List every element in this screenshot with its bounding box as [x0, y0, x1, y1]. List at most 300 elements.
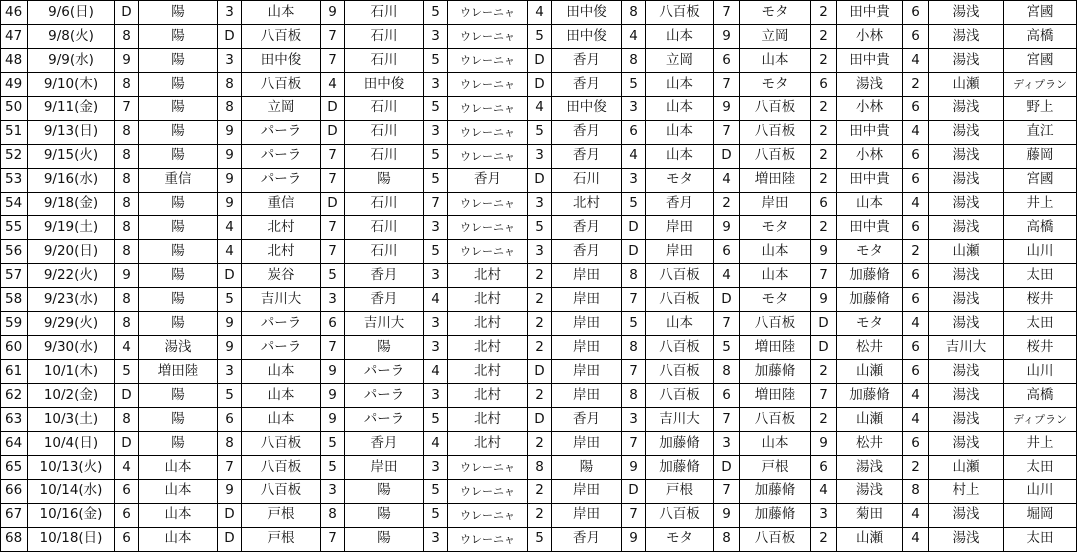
position-cell: 9 — [115, 48, 139, 72]
table-row — [1, 1, 1077, 25]
player-cell: パーラ — [242, 312, 321, 336]
position-cell: 8 — [218, 431, 242, 455]
position-cell: D — [321, 96, 345, 120]
position-cell: 7 — [714, 1, 740, 25]
position-cell: 9 — [811, 240, 837, 264]
player-cell: 湯浅 — [929, 527, 1004, 551]
date-cell: 10/18(日) — [28, 527, 115, 551]
table-row — [1, 527, 1077, 551]
pitcher-cell: 桜井 — [1004, 288, 1077, 312]
player-cell: 香月 — [552, 407, 622, 431]
position-cell: 4 — [424, 288, 448, 312]
position-cell: 8 — [622, 336, 646, 360]
player-cell: 湯浅 — [837, 72, 903, 96]
position-cell: 7 — [714, 479, 740, 503]
position-cell: D — [714, 288, 740, 312]
player-cell: モタ — [646, 168, 714, 192]
position-cell: 2 — [811, 1, 837, 25]
date-cell: 10/2(金) — [28, 384, 115, 408]
date-cell: 9/15(火) — [28, 144, 115, 168]
player-cell: 湯浅 — [929, 312, 1004, 336]
player-cell: パーラ — [242, 144, 321, 168]
table-row — [1, 48, 1077, 72]
player-cell: 北村 — [448, 360, 528, 384]
player-cell: 菊田 — [837, 503, 903, 527]
player-cell: 小林 — [837, 96, 903, 120]
player-cell: ウレーニャ — [448, 479, 528, 503]
position-cell: 6 — [903, 264, 929, 288]
player-cell: 田中貴 — [837, 48, 903, 72]
position-cell: 8 — [115, 240, 139, 264]
player-cell: ウレーニャ — [448, 240, 528, 264]
position-cell: 7 — [714, 407, 740, 431]
position-cell: 3 — [321, 288, 345, 312]
position-cell: D — [115, 431, 139, 455]
position-cell: 4 — [622, 24, 646, 48]
game-number-cell: 66 — [1, 479, 28, 503]
position-cell: 9 — [218, 168, 242, 192]
position-cell: 3 — [424, 72, 448, 96]
position-cell: 6 — [622, 120, 646, 144]
player-cell: 香月 — [448, 168, 528, 192]
position-cell: 3 — [218, 360, 242, 384]
pitcher-cell: 太田 — [1004, 312, 1077, 336]
game-number-cell: 51 — [1, 120, 28, 144]
player-cell: 八百板 — [740, 144, 811, 168]
position-cell: 9 — [115, 264, 139, 288]
position-cell: D — [115, 384, 139, 408]
player-cell: パーラ — [242, 336, 321, 360]
position-cell: 8 — [115, 24, 139, 48]
position-cell: 8 — [714, 360, 740, 384]
player-cell: 山本 — [646, 144, 714, 168]
player-cell: 岸田 — [552, 384, 622, 408]
player-cell: 八百板 — [646, 1, 714, 25]
position-cell: 8 — [115, 312, 139, 336]
position-cell: D — [218, 527, 242, 551]
game-number-cell: 67 — [1, 503, 28, 527]
pitcher-cell: 山川 — [1004, 240, 1077, 264]
player-cell: 山本 — [139, 455, 218, 479]
player-cell: 加藤脩 — [646, 431, 714, 455]
player-cell: 陽 — [139, 24, 218, 48]
position-cell: 4 — [903, 48, 929, 72]
player-cell: 陽 — [139, 312, 218, 336]
game-number-cell: 54 — [1, 192, 28, 216]
player-cell: 石川 — [345, 240, 424, 264]
date-cell: 9/11(金) — [28, 96, 115, 120]
position-cell: 2 — [528, 431, 552, 455]
position-cell: 2 — [903, 455, 929, 479]
player-cell: 湯浅 — [929, 48, 1004, 72]
position-cell: 6 — [218, 407, 242, 431]
position-cell: 4 — [714, 168, 740, 192]
position-cell: 6 — [115, 527, 139, 551]
game-number-cell: 50 — [1, 96, 28, 120]
player-cell: 石川 — [345, 1, 424, 25]
position-cell: 6 — [903, 360, 929, 384]
player-cell: 陽 — [139, 216, 218, 240]
player-cell: 陽 — [139, 264, 218, 288]
date-cell: 9/29(火) — [28, 312, 115, 336]
position-cell: 7 — [321, 24, 345, 48]
position-cell: 4 — [115, 336, 139, 360]
player-cell: 山瀬 — [929, 72, 1004, 96]
table-row — [1, 336, 1077, 360]
player-cell: モタ — [740, 216, 811, 240]
player-cell: 八百板 — [646, 360, 714, 384]
player-cell: 湯浅 — [929, 96, 1004, 120]
player-cell: 山本 — [740, 431, 811, 455]
position-cell: 9 — [321, 384, 345, 408]
player-cell: 八百板 — [242, 72, 321, 96]
position-cell: 7 — [218, 455, 242, 479]
player-cell: ウレーニャ — [448, 96, 528, 120]
player-cell: 陽 — [345, 479, 424, 503]
game-number-cell: 52 — [1, 144, 28, 168]
position-cell: 3 — [528, 240, 552, 264]
player-cell: 岸田 — [552, 431, 622, 455]
position-cell: 2 — [528, 503, 552, 527]
pitcher-cell: 宮國 — [1004, 48, 1077, 72]
date-cell: 9/16(水) — [28, 168, 115, 192]
player-cell: 小林 — [837, 144, 903, 168]
position-cell: 5 — [115, 360, 139, 384]
position-cell: 2 — [714, 192, 740, 216]
table-row — [1, 72, 1077, 96]
player-cell: 石川 — [345, 216, 424, 240]
player-cell: ウレーニャ — [448, 527, 528, 551]
player-cell: パーラ — [345, 407, 424, 431]
player-cell: ウレーニャ — [448, 1, 528, 25]
player-cell: 重信 — [139, 168, 218, 192]
position-cell: D — [528, 168, 552, 192]
date-cell: 9/9(水) — [28, 48, 115, 72]
position-cell: 9 — [811, 288, 837, 312]
position-cell: 6 — [811, 192, 837, 216]
position-cell: D — [622, 479, 646, 503]
date-cell: 10/16(金) — [28, 503, 115, 527]
player-cell: 湯浅 — [837, 455, 903, 479]
table-row — [1, 96, 1077, 120]
table-row — [1, 503, 1077, 527]
player-cell: 八百板 — [740, 527, 811, 551]
game-number-cell: 58 — [1, 288, 28, 312]
player-cell: 香月 — [552, 216, 622, 240]
player-cell: 陽 — [139, 96, 218, 120]
position-cell: 5 — [218, 288, 242, 312]
player-cell: 北村 — [448, 336, 528, 360]
position-cell: 4 — [622, 144, 646, 168]
table-row — [1, 312, 1077, 336]
position-cell: D — [811, 312, 837, 336]
position-cell: 8 — [321, 503, 345, 527]
player-cell: 八百板 — [646, 336, 714, 360]
position-cell: 7 — [622, 288, 646, 312]
position-cell: 6 — [714, 48, 740, 72]
date-cell: 10/13(火) — [28, 455, 115, 479]
pitcher-cell: ディプラン — [1004, 72, 1077, 96]
date-cell: 9/19(土) — [28, 216, 115, 240]
player-cell: 山本 — [740, 48, 811, 72]
position-cell: 9 — [714, 216, 740, 240]
player-cell: 陽 — [345, 336, 424, 360]
position-cell: 3 — [424, 527, 448, 551]
player-cell: 山本 — [646, 120, 714, 144]
player-cell: 山瀬 — [837, 407, 903, 431]
player-cell: パーラ — [345, 384, 424, 408]
player-cell: パーラ — [345, 360, 424, 384]
player-cell: 陽 — [139, 144, 218, 168]
position-cell: 6 — [903, 168, 929, 192]
player-cell: 香月 — [552, 48, 622, 72]
position-cell: 9 — [321, 360, 345, 384]
player-cell: 田中貴 — [837, 216, 903, 240]
player-cell: 立岡 — [242, 96, 321, 120]
position-cell: 6 — [903, 1, 929, 25]
player-cell: モタ — [837, 312, 903, 336]
player-cell: 北村 — [242, 240, 321, 264]
player-cell: モタ — [837, 240, 903, 264]
player-cell: 山瀬 — [837, 527, 903, 551]
position-cell: 5 — [528, 24, 552, 48]
game-number-cell: 62 — [1, 384, 28, 408]
pitcher-cell: 藤岡 — [1004, 144, 1077, 168]
player-cell: ウレーニャ — [448, 503, 528, 527]
player-cell: 香月 — [552, 120, 622, 144]
player-cell: 戸根 — [242, 503, 321, 527]
position-cell: 2 — [811, 407, 837, 431]
player-cell: 山瀬 — [929, 455, 1004, 479]
position-cell: D — [528, 360, 552, 384]
player-cell: 湯浅 — [929, 360, 1004, 384]
position-cell: 4 — [811, 479, 837, 503]
position-cell: 2 — [528, 264, 552, 288]
position-cell: 5 — [528, 527, 552, 551]
player-cell: 八百板 — [740, 96, 811, 120]
date-cell: 9/22(火) — [28, 264, 115, 288]
position-cell: 4 — [714, 264, 740, 288]
player-cell: 香月 — [552, 240, 622, 264]
position-cell: D — [218, 24, 242, 48]
player-cell: 石川 — [345, 96, 424, 120]
table-row — [1, 407, 1077, 431]
player-cell: 北村 — [448, 264, 528, 288]
position-cell: 5 — [424, 96, 448, 120]
player-cell: 香月 — [552, 527, 622, 551]
position-cell: 4 — [218, 216, 242, 240]
player-cell: 小林 — [837, 24, 903, 48]
player-cell: 陽 — [139, 431, 218, 455]
player-cell: 山本 — [646, 312, 714, 336]
table-row — [1, 455, 1077, 479]
player-cell: 湯浅 — [929, 144, 1004, 168]
player-cell: 湯浅 — [929, 384, 1004, 408]
position-cell: 7 — [622, 431, 646, 455]
player-cell: 岸田 — [552, 312, 622, 336]
position-cell: 6 — [903, 24, 929, 48]
table-row — [1, 288, 1077, 312]
player-cell: 田中俊 — [345, 72, 424, 96]
player-cell: 吉川大 — [345, 312, 424, 336]
table-row — [1, 120, 1077, 144]
player-cell: 八百板 — [242, 431, 321, 455]
player-cell: 吉川大 — [929, 336, 1004, 360]
table-row — [1, 360, 1077, 384]
position-cell: 8 — [115, 120, 139, 144]
position-cell: D — [622, 240, 646, 264]
position-cell: 2 — [811, 144, 837, 168]
player-cell: 山本 — [139, 503, 218, 527]
position-cell: 5 — [424, 48, 448, 72]
position-cell: 3 — [424, 455, 448, 479]
date-cell: 10/1(木) — [28, 360, 115, 384]
table-row — [1, 144, 1077, 168]
position-cell: 2 — [811, 120, 837, 144]
position-cell: D — [622, 216, 646, 240]
position-cell: 7 — [321, 216, 345, 240]
player-cell: 松井 — [837, 431, 903, 455]
position-cell: 6 — [714, 240, 740, 264]
player-cell: 陽 — [345, 168, 424, 192]
player-cell: 炭谷 — [242, 264, 321, 288]
position-cell: 8 — [218, 96, 242, 120]
position-cell: 7 — [622, 360, 646, 384]
player-cell: パーラ — [242, 168, 321, 192]
position-cell: 3 — [424, 384, 448, 408]
player-cell: ウレーニャ — [448, 455, 528, 479]
position-cell: 8 — [622, 264, 646, 288]
position-cell: 4 — [903, 527, 929, 551]
position-cell: 3 — [424, 216, 448, 240]
player-cell: 陽 — [139, 1, 218, 25]
player-cell: 湯浅 — [929, 264, 1004, 288]
player-cell: 北村 — [552, 192, 622, 216]
table-row — [1, 240, 1077, 264]
position-cell: 8 — [622, 48, 646, 72]
player-cell: 湯浅 — [929, 216, 1004, 240]
table-row — [1, 264, 1077, 288]
position-cell: 3 — [424, 264, 448, 288]
player-cell: 山本 — [139, 527, 218, 551]
player-cell: 香月 — [552, 144, 622, 168]
date-cell: 9/18(金) — [28, 192, 115, 216]
date-cell: 9/23(水) — [28, 288, 115, 312]
position-cell: 7 — [321, 48, 345, 72]
player-cell: 加藤脩 — [837, 288, 903, 312]
player-cell: 八百板 — [646, 503, 714, 527]
player-cell: 田中貴 — [837, 120, 903, 144]
player-cell: 加藤脩 — [740, 360, 811, 384]
player-cell: 岸田 — [646, 240, 714, 264]
position-cell: 9 — [622, 455, 646, 479]
position-cell: 3 — [424, 312, 448, 336]
position-cell: 5 — [424, 1, 448, 25]
player-cell: ウレーニャ — [448, 216, 528, 240]
player-cell: 山本 — [242, 1, 321, 25]
position-cell: 9 — [714, 96, 740, 120]
player-cell: 陽 — [345, 527, 424, 551]
position-cell: 7 — [115, 96, 139, 120]
position-cell: 5 — [218, 384, 242, 408]
pitcher-cell: 高橋 — [1004, 24, 1077, 48]
player-cell: 陽 — [139, 192, 218, 216]
player-cell: 増田陸 — [740, 168, 811, 192]
position-cell: 2 — [528, 312, 552, 336]
game-number-cell: 48 — [1, 48, 28, 72]
player-cell: 香月 — [646, 192, 714, 216]
player-cell: 陽 — [139, 240, 218, 264]
player-cell: 増田陸 — [139, 360, 218, 384]
player-cell: 山本 — [646, 24, 714, 48]
player-cell: 岸田 — [552, 479, 622, 503]
position-cell: 9 — [218, 120, 242, 144]
player-cell: 山本 — [646, 72, 714, 96]
player-cell: 岸田 — [552, 503, 622, 527]
pitcher-cell: 太田 — [1004, 455, 1077, 479]
player-cell: 岸田 — [552, 360, 622, 384]
position-cell: 2 — [903, 240, 929, 264]
player-cell: 田中貴 — [837, 1, 903, 25]
date-cell: 9/10(木) — [28, 72, 115, 96]
player-cell: 湯浅 — [929, 407, 1004, 431]
player-cell: 増田陸 — [740, 384, 811, 408]
position-cell: 6 — [714, 384, 740, 408]
position-cell: D — [714, 144, 740, 168]
player-cell: 山本 — [646, 96, 714, 120]
pitcher-cell: 山川 — [1004, 479, 1077, 503]
player-cell: 香月 — [345, 431, 424, 455]
pitcher-cell: 野上 — [1004, 96, 1077, 120]
position-cell: 6 — [811, 72, 837, 96]
position-cell: 4 — [424, 360, 448, 384]
position-cell: 3 — [528, 144, 552, 168]
game-number-cell: 68 — [1, 527, 28, 551]
position-cell: 5 — [528, 120, 552, 144]
player-cell: 岸田 — [345, 455, 424, 479]
player-cell: 八百板 — [242, 479, 321, 503]
position-cell: 4 — [903, 503, 929, 527]
date-cell: 9/8(火) — [28, 24, 115, 48]
position-cell: 2 — [903, 72, 929, 96]
player-cell: 松井 — [837, 336, 903, 360]
game-number-cell: 57 — [1, 264, 28, 288]
player-cell: 岸田 — [552, 288, 622, 312]
position-cell: 4 — [903, 120, 929, 144]
position-cell: 4 — [903, 312, 929, 336]
position-cell: D — [528, 72, 552, 96]
player-cell: 八百板 — [646, 288, 714, 312]
player-cell: 石川 — [345, 144, 424, 168]
player-cell: 北村 — [448, 384, 528, 408]
position-cell: 4 — [528, 96, 552, 120]
game-number-cell: 56 — [1, 240, 28, 264]
player-cell: 石川 — [345, 192, 424, 216]
player-cell: 岸田 — [646, 216, 714, 240]
table-row — [1, 431, 1077, 455]
date-cell: 10/3(土) — [28, 407, 115, 431]
player-cell: 石川 — [552, 168, 622, 192]
position-cell: 5 — [622, 192, 646, 216]
game-number-cell: 47 — [1, 24, 28, 48]
position-cell: 3 — [714, 431, 740, 455]
position-cell: 3 — [218, 1, 242, 25]
table-row — [1, 384, 1077, 408]
position-cell: 6 — [115, 479, 139, 503]
position-cell: 7 — [714, 72, 740, 96]
position-cell: 3 — [811, 503, 837, 527]
position-cell: 3 — [424, 120, 448, 144]
